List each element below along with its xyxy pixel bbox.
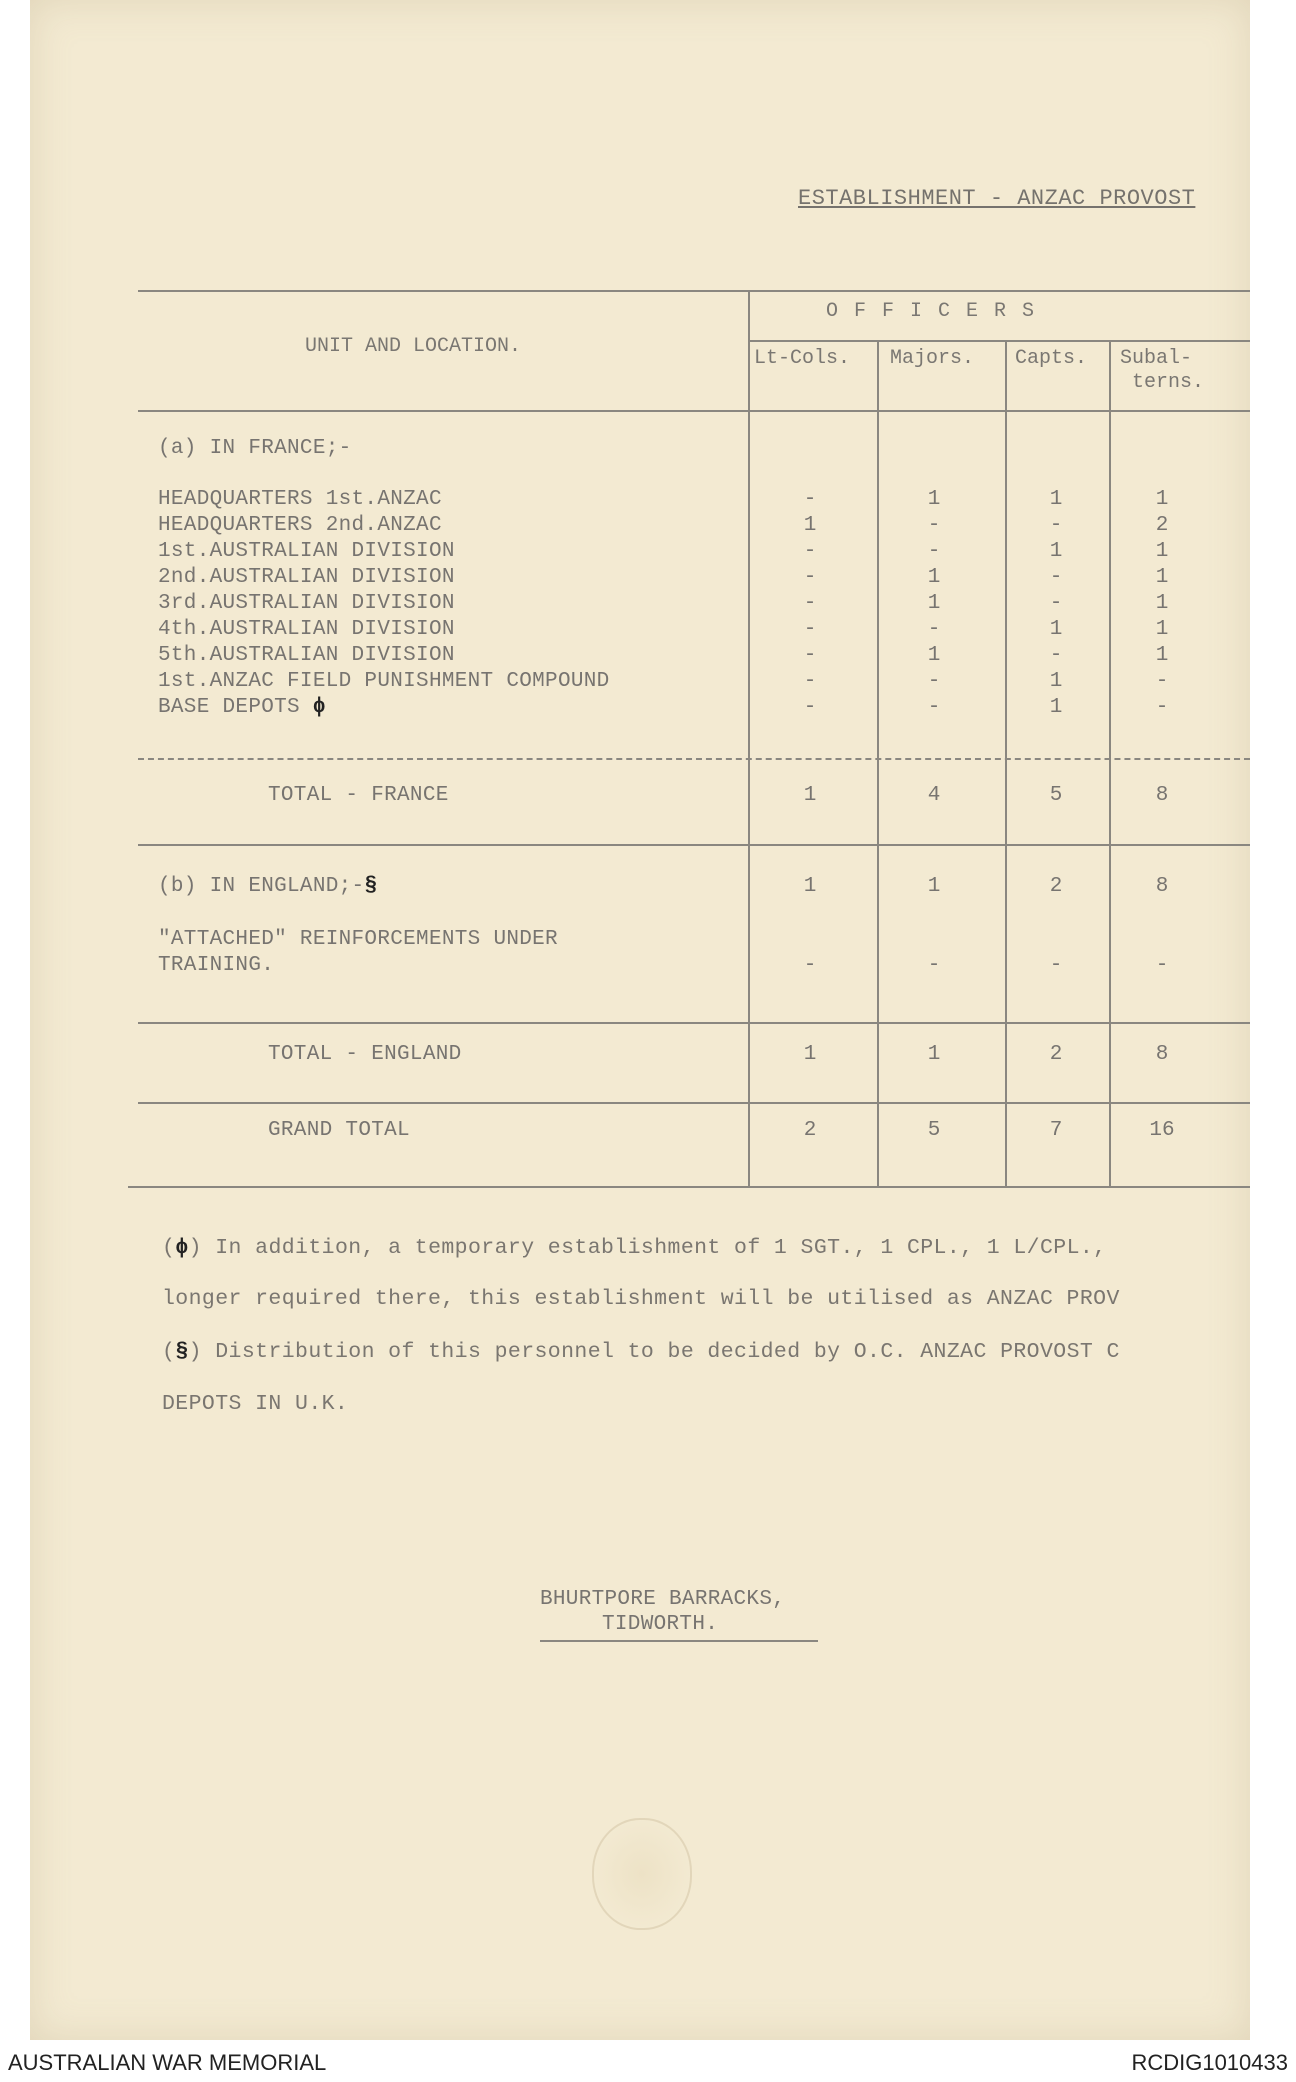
france-total-rule [138,844,1250,846]
france-row-unit [158,644,455,667]
attached-col-1: - [803,954,817,977]
col-majors: Majors. [890,347,975,370]
column-rule-1 [748,290,750,1186]
france-row-unit-text: HEADQUARTERS 1st.ANZAC [158,488,442,511]
section-mark-symbol: § [364,875,378,898]
france-row-unit-text: 2nd.AUSTRALIAN DIVISION [158,566,455,589]
france-row-3-col-4: 1 [1155,540,1169,563]
total-france-label: TOTAL - FRANCE [268,784,449,807]
attached-line-2: TRAINING. [158,954,275,977]
england-col-3: 2 [1049,875,1063,898]
england-total-rule [138,1102,1250,1104]
grand-total-label: GRAND TOTAL [268,1119,410,1142]
note-1-text: In addition, a temporary establishment of 1 SGT., 1 CPL., 1 L/CPL., [201,1236,1107,1260]
column-rule-2 [877,340,879,1186]
header-bottom-rule [138,410,1250,412]
col-lt-cols: Lt-Cols. [754,347,851,370]
unit-location-header: UNIT AND LOCATION. [305,335,522,358]
officers-subheader-rule [748,340,1250,342]
total-england-col-2: 1 [927,1043,941,1066]
france-row-unit [158,696,326,719]
france-row-3-col-1: - [803,540,817,563]
england-col-2: 1 [927,875,941,898]
france-row-8-col-3: 1 [1049,670,1063,693]
france-row-unit-text: HEADQUARTERS 2nd.ANZAC [158,514,442,537]
france-row-7-col-3: - [1049,644,1063,667]
france-row-9-col-1: - [803,696,817,719]
total-england-col-3: 2 [1049,1043,1063,1066]
section-symbol: § [175,1340,189,1364]
france-row-1-col-2: 1 [927,488,941,511]
france-row-unit-text: 1st.AUSTRALIAN DIVISION [158,540,455,563]
document-title: ESTABLISHMENT - ANZAC PROVOST [798,186,1196,211]
grand-total-col-4: 16 [1149,1119,1175,1142]
caption-left: AUSTRALIAN WAR MEMORIAL [8,2050,327,2075]
total-france-col-2: 4 [927,784,941,807]
france-rows-rule [138,758,1250,760]
address-line-2: TIDWORTH. [602,1613,719,1636]
column-rule-3 [1005,340,1007,1186]
france-row-1-col-4: 1 [1155,488,1169,511]
france-row-unit [158,488,442,511]
france-row-2-col-3: - [1049,514,1063,537]
col-subalterns-1: Subal- [1120,347,1193,370]
paper-sheet [30,0,1250,2040]
france-row-8-col-1: - [803,670,817,693]
base-depot-symbol: ϕ [312,696,326,719]
note-1-line-2: longer required there, this establishment will be utilised as ANZAC PROV [162,1287,1120,1311]
france-row-7-col-2: 1 [927,644,941,667]
france-row-2-col-1: 1 [803,514,817,537]
france-row-2-col-2: - [927,514,941,537]
france-row-unit-text: BASE DEPOTS [158,696,300,719]
embossed-seal [592,1818,692,1930]
total-france-col-4: 8 [1155,784,1169,807]
france-row-4-col-2: 1 [927,566,941,589]
caption-right: RCDIG1010433 [1131,2050,1288,2075]
section-b-text: (b) IN ENGLAND;- [158,875,365,898]
officers-header: O F F I C E R S [826,300,1037,323]
total-france-col-3: 5 [1049,784,1063,807]
france-row-unit [158,566,455,589]
france-row-1-col-1: - [803,488,817,511]
france-row-5-col-4: 1 [1155,592,1169,615]
total-france-col-1: 1 [803,784,817,807]
france-row-5-col-2: 1 [927,592,941,615]
attached-line-1: "ATTACHED" REINFORCEMENTS UNDER [158,928,558,951]
phi-symbol: ϕ [175,1236,189,1260]
france-row-6-col-1: - [803,618,817,641]
england-rows-rule [138,1022,1250,1024]
france-row-7-col-4: 1 [1155,644,1169,667]
grand-total-col-3: 7 [1049,1119,1063,1142]
france-row-6-col-2: - [927,618,941,641]
france-row-9-col-3: 1 [1049,696,1063,719]
france-row-1-col-3: 1 [1049,488,1063,511]
address-line-1: BHURTPORE BARRACKS, [540,1588,786,1611]
france-row-8-col-2: - [927,670,941,693]
section-a-label: (a) IN FRANCE;- [158,437,352,460]
france-row-5-col-1: - [803,592,817,615]
attached-col-3: - [1049,954,1063,977]
column-rule-4 [1109,340,1111,1186]
france-row-4-col-4: 1 [1155,566,1169,589]
grand-total-col-2: 5 [927,1119,941,1142]
france-row-unit-text: 4th.AUSTRALIAN DIVISION [158,618,455,641]
france-row-3-col-3: 1 [1049,540,1063,563]
france-row-9-col-4: - [1155,696,1169,719]
france-row-unit [158,618,455,641]
england-col-1: 1 [803,875,817,898]
france-row-6-col-4: 1 [1155,618,1169,641]
france-row-unit [158,540,455,563]
note-2-line-2: DEPOTS IN U.K. [162,1392,349,1416]
france-row-unit-text: 3rd.AUSTRALIAN DIVISION [158,592,455,615]
attached-col-4: - [1155,954,1169,977]
table-bottom-rule [128,1186,1250,1188]
france-row-3-col-2: - [927,540,941,563]
total-england-col-4: 8 [1155,1043,1169,1066]
france-row-7-col-1: - [803,644,817,667]
france-row-5-col-3: - [1049,592,1063,615]
note-2-line-1: (§) Distribution of this personnel to be decided by O.C. ANZAC PROVOST C [162,1340,1120,1364]
france-row-unit [158,670,610,693]
table-top-rule [138,290,1250,292]
note-1-line-1: (ϕ) In addition, a temporary establishment of 1 SGT., 1 CPL., 1 L/CPL., [162,1236,1107,1260]
note-2-text: Distribution of this personnel to be decided by O.C. ANZAC PROVOST C [201,1340,1120,1364]
total-england-col-1: 1 [803,1043,817,1066]
france-row-8-col-4: - [1155,670,1169,693]
grand-total-col-1: 2 [803,1119,817,1142]
france-row-unit-text: 5th.AUSTRALIAN DIVISION [158,644,455,667]
total-england-label: TOTAL - ENGLAND [268,1043,462,1066]
france-row-2-col-4: 2 [1155,514,1169,537]
address-underline [540,1640,818,1642]
attached-col-2: - [927,954,941,977]
section-b-label [158,875,377,898]
france-row-9-col-2: - [927,696,941,719]
france-row-unit [158,592,455,615]
france-row-4-col-1: - [803,566,817,589]
france-row-unit [158,514,442,537]
england-col-4: 8 [1155,875,1169,898]
col-subalterns-2: terns. [1132,371,1205,394]
france-row-unit-text: 1st.ANZAC FIELD PUNISHMENT COMPOUND [158,670,610,693]
france-row-4-col-3: - [1049,566,1063,589]
france-row-6-col-3: 1 [1049,618,1063,641]
col-capts: Capts. [1015,347,1088,370]
